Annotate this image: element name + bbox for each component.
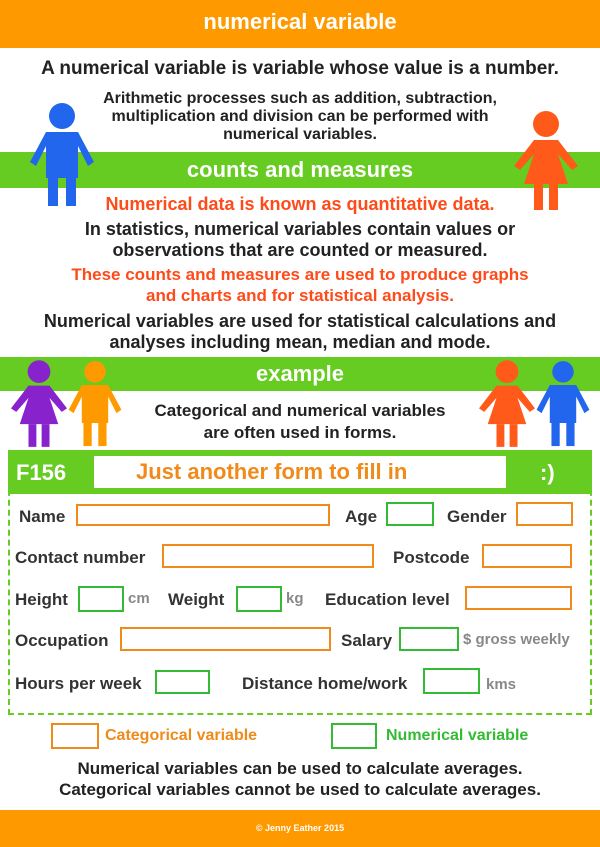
form-smile: :): [540, 460, 555, 485]
intro-line-3: multiplication and division can be performed with: [111, 108, 489, 125]
use-line-2: and charts and for statistical analysis.: [145, 286, 454, 305]
intro-line-4: numerical variables.: [223, 126, 377, 143]
example-line-2: are often used in forms.: [203, 423, 397, 442]
legend-categorical-label: Categorical variable: [105, 727, 258, 744]
gender-label: Gender: [447, 507, 507, 526]
gender-field[interactable]: [516, 502, 573, 526]
postcode-field[interactable]: [482, 544, 572, 568]
distance-label: Distance home/work: [242, 674, 408, 693]
weight-unit: kg: [286, 590, 304, 607]
name-label: Name: [19, 507, 66, 526]
use-line-1: These counts and measures are used to produce graphs: [71, 265, 529, 284]
salary-field[interactable]: [399, 627, 459, 651]
postcode-label: Postcode: [393, 548, 470, 567]
example-line-1: Categorical and numerical variables: [154, 401, 446, 420]
contact-field[interactable]: [162, 544, 374, 568]
quant-text: Numerical data is known as quantitative data.: [105, 194, 495, 214]
legend-categorical-swatch: [51, 723, 99, 749]
distance-field[interactable]: [423, 668, 480, 694]
section-title-example: example: [255, 361, 345, 386]
footer-credit: © Jenny Eather 2015: [255, 823, 345, 833]
weight-label: Weight: [168, 590, 225, 609]
hours-label: Hours per week: [15, 674, 142, 693]
occupation-label: Occupation: [15, 631, 109, 650]
weight-field[interactable]: [236, 586, 282, 612]
summary-line-2: Categorical variables cannot be used to calculate averages.: [59, 780, 541, 799]
intro-line-2: Arithmetic processes such as addition, subtraction,: [103, 90, 497, 107]
header-bar: [0, 0, 600, 48]
height-label: Height: [15, 590, 68, 609]
intro-line-1: A numerical variable is variable whose value is a number.: [41, 58, 559, 79]
summary-line-1: Numerical variables can be used to calculate averages.: [77, 759, 523, 778]
hours-field[interactable]: [155, 670, 210, 694]
form-id: F156: [16, 460, 67, 485]
salary-unit: $ gross weekly: [463, 631, 570, 648]
age-field[interactable]: [386, 502, 434, 526]
salary-label: Salary: [341, 631, 393, 650]
form-header: [8, 450, 592, 494]
distance-unit: kms: [486, 676, 517, 693]
name-field[interactable]: [76, 504, 330, 526]
page-title: numerical variable: [203, 9, 397, 34]
calc-line-1: Numerical variables are used for statistical calculations and: [43, 311, 557, 331]
contact-label: Contact number: [15, 548, 146, 567]
form-title: Just another form to fill in: [94, 456, 506, 488]
legend-numerical-label: Numerical variable: [386, 727, 529, 744]
height-unit: cm: [128, 590, 150, 607]
height-field[interactable]: [78, 586, 124, 612]
legend-numerical-swatch: [331, 723, 377, 749]
education-field[interactable]: [465, 586, 572, 610]
occupation-field[interactable]: [120, 627, 331, 651]
age-label: Age: [345, 507, 378, 526]
stat-line-2: observations that are counted or measured.: [112, 240, 488, 260]
footer-bar: [0, 810, 600, 847]
stat-line-1: In statistics, numerical variables contain values or: [84, 219, 516, 239]
education-label: Education level: [325, 590, 450, 609]
section-title-counts: counts and measures: [186, 157, 414, 182]
calc-line-2: analyses including mean, median and mode.: [109, 332, 491, 352]
